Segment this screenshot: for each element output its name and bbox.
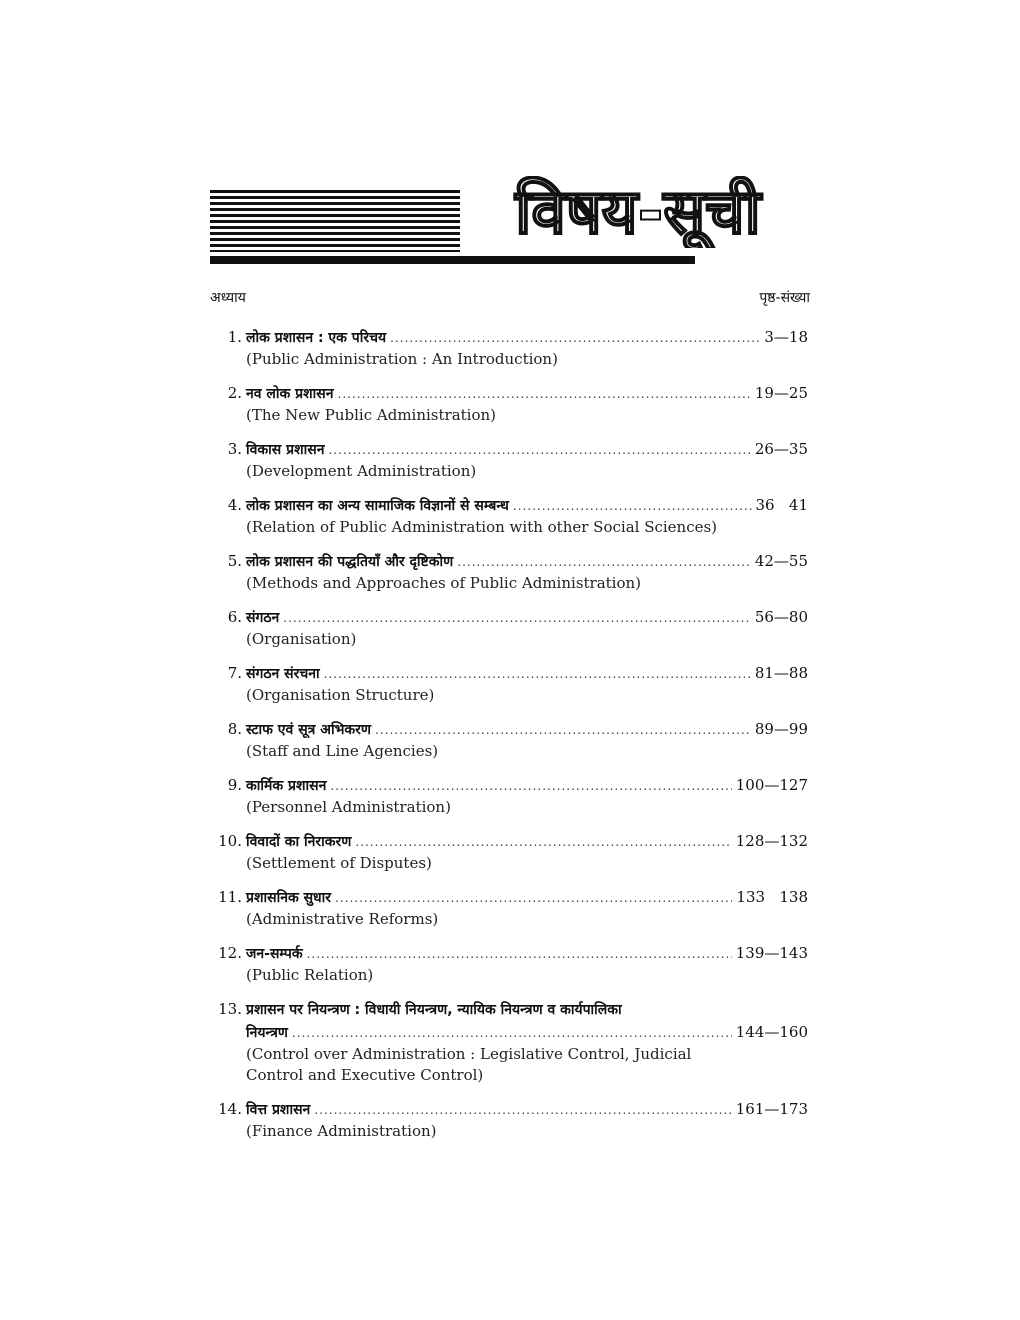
chapter-title-hindi: संगठन संरचना bbox=[246, 666, 320, 682]
table-of-contents bbox=[210, 326, 808, 1154]
page-range: 42—55 bbox=[754, 552, 808, 570]
leader-dots bbox=[292, 1022, 732, 1044]
page-range: 89—99 bbox=[754, 720, 808, 738]
leader-dots bbox=[330, 775, 731, 797]
chapter-number: 3. bbox=[227, 440, 242, 458]
chapter-number: 12. bbox=[218, 944, 242, 962]
leader-dots bbox=[324, 663, 751, 685]
chapter-title-hindi-line1: प्रशासन पर नियन्त्रण : विधायी नियन्त्रण, न्यायिक नियन्त्रण व कार्यपालिका bbox=[246, 1002, 622, 1018]
chapter-number: 7. bbox=[227, 664, 242, 682]
leader-dots bbox=[457, 551, 751, 573]
toc-entry[interactable] bbox=[210, 942, 808, 986]
chapter-title-english: (Finance Administration) bbox=[246, 1122, 437, 1140]
page-range: 26—35 bbox=[754, 440, 808, 458]
page-range: 100—127 bbox=[735, 776, 808, 794]
chapter-title-english: (Development Administration) bbox=[246, 462, 477, 480]
toc-entry[interactable] bbox=[210, 998, 808, 1086]
page-range: 144—160 bbox=[735, 1023, 808, 1041]
chapter-title-hindi: जन-सम्पर्क bbox=[246, 946, 303, 962]
leader-dots bbox=[314, 1099, 731, 1121]
leader-dots bbox=[307, 943, 732, 965]
chapter-title-english: (Organisation) bbox=[246, 630, 357, 648]
chapter-number: 14. bbox=[218, 1100, 242, 1118]
chapter-title-english: (Settlement of Disputes) bbox=[246, 854, 432, 872]
chapter-title-hindi: विकास प्रशासन bbox=[246, 442, 325, 458]
chapter-title-english: (Public Relation) bbox=[246, 966, 374, 984]
chapter-title-hindi: लोक प्रशासन : एक परिचय bbox=[246, 330, 387, 346]
toc-entry[interactable] bbox=[210, 1098, 808, 1142]
chapter-number: 13. bbox=[218, 1000, 242, 1018]
chapter-title-hindi: नव लोक प्रशासन bbox=[246, 386, 334, 402]
leader-dots bbox=[283, 607, 751, 629]
toc-entry[interactable] bbox=[210, 494, 808, 538]
toc-entry[interactable] bbox=[210, 886, 808, 930]
page-range: 36 41 bbox=[755, 496, 808, 514]
toc-entry[interactable] bbox=[210, 438, 808, 482]
chapter-title-hindi: वित्त प्रशासन bbox=[246, 1102, 311, 1118]
page-range: 139—143 bbox=[735, 944, 808, 962]
chapter-title-hindi: लोक प्रशासन का अन्य सामाजिक विज्ञानों से सम्बन्ध bbox=[246, 498, 509, 514]
toc-entry[interactable] bbox=[210, 662, 808, 706]
chapter-title-english: (Organisation Structure) bbox=[246, 686, 435, 704]
page-range: 133 138 bbox=[736, 888, 808, 906]
page-title: विषय-सूची bbox=[515, 176, 761, 248]
chapter-number: 9. bbox=[227, 776, 242, 794]
chapter-number: 2. bbox=[227, 384, 242, 402]
toc-entry[interactable] bbox=[210, 774, 808, 818]
leader-dots bbox=[390, 327, 760, 349]
page-range: 128—132 bbox=[735, 832, 808, 850]
chapter-title-english-line2: Control and Executive Control) bbox=[246, 1066, 484, 1084]
chapter-title-hindi: संगठन bbox=[246, 610, 280, 626]
chapter-number: 5. bbox=[227, 552, 242, 570]
header-underline bbox=[210, 256, 695, 264]
page-range: 19—25 bbox=[754, 384, 808, 402]
chapter-number: 10. bbox=[218, 832, 242, 850]
leader-dots bbox=[513, 495, 752, 517]
chapter-title-english: (Administrative Reforms) bbox=[246, 910, 439, 928]
chapter-number: 11. bbox=[218, 888, 242, 906]
contents-header bbox=[210, 176, 810, 266]
page-range: 81—88 bbox=[754, 664, 808, 682]
decorative-stripes bbox=[210, 190, 460, 252]
chapter-title-hindi: कार्मिक प्रशासन bbox=[246, 778, 327, 794]
chapter-title-english: (Methods and Approaches of Public Administration) bbox=[246, 574, 642, 592]
chapter-title-english: (Relation of Public Administration with other Social Sciences) bbox=[246, 518, 718, 536]
chapter-title-hindi: विवादों का निराकरण bbox=[246, 834, 352, 850]
chapter-title-english: (The New Public Administration) bbox=[246, 406, 497, 424]
leader-dots bbox=[338, 383, 751, 405]
toc-entry[interactable] bbox=[210, 830, 808, 874]
chapter-number: 1. bbox=[227, 328, 242, 346]
leader-dots bbox=[335, 887, 732, 909]
toc-entry[interactable] bbox=[210, 606, 808, 650]
page-range: 56—80 bbox=[754, 608, 808, 626]
leader-dots bbox=[328, 439, 750, 461]
chapter-title-english: (Staff and Line Agencies) bbox=[246, 742, 439, 760]
chapter-title-english: (Control over Administration : Legislative Control, Judicial bbox=[246, 1045, 692, 1063]
chapter-title-hindi-line2: नियन्त्रण bbox=[246, 1025, 288, 1041]
leader-dots bbox=[355, 831, 731, 853]
chapter-title-hindi: प्रशासनिक सुधार bbox=[246, 890, 332, 906]
toc-entry[interactable] bbox=[210, 326, 808, 370]
chapter-title-hindi: स्टाफ एवं सूत्र अभिकरण bbox=[246, 722, 372, 738]
page-range: 161—173 bbox=[735, 1100, 808, 1118]
toc-entry[interactable] bbox=[210, 550, 808, 594]
chapter-title-english: (Personnel Administration) bbox=[246, 798, 451, 816]
chapter-title-hindi: लोक प्रशासन की पद्धतियाँ और दृष्टिकोण bbox=[246, 554, 454, 570]
chapter-title-english: (Public Administration : An Introduction) bbox=[246, 350, 558, 368]
toc-entry[interactable] bbox=[210, 718, 808, 762]
chapter-number: 4. bbox=[227, 496, 242, 514]
column-heading-page-number: पृष्ठ-संख्या bbox=[759, 290, 810, 306]
page-range: 3—18 bbox=[764, 328, 808, 346]
toc-entry[interactable] bbox=[210, 382, 808, 426]
leader-dots bbox=[375, 719, 751, 741]
column-heading-chapter: अध्याय bbox=[210, 290, 246, 306]
chapter-number: 6. bbox=[227, 608, 242, 626]
chapter-number: 8. bbox=[227, 720, 242, 738]
